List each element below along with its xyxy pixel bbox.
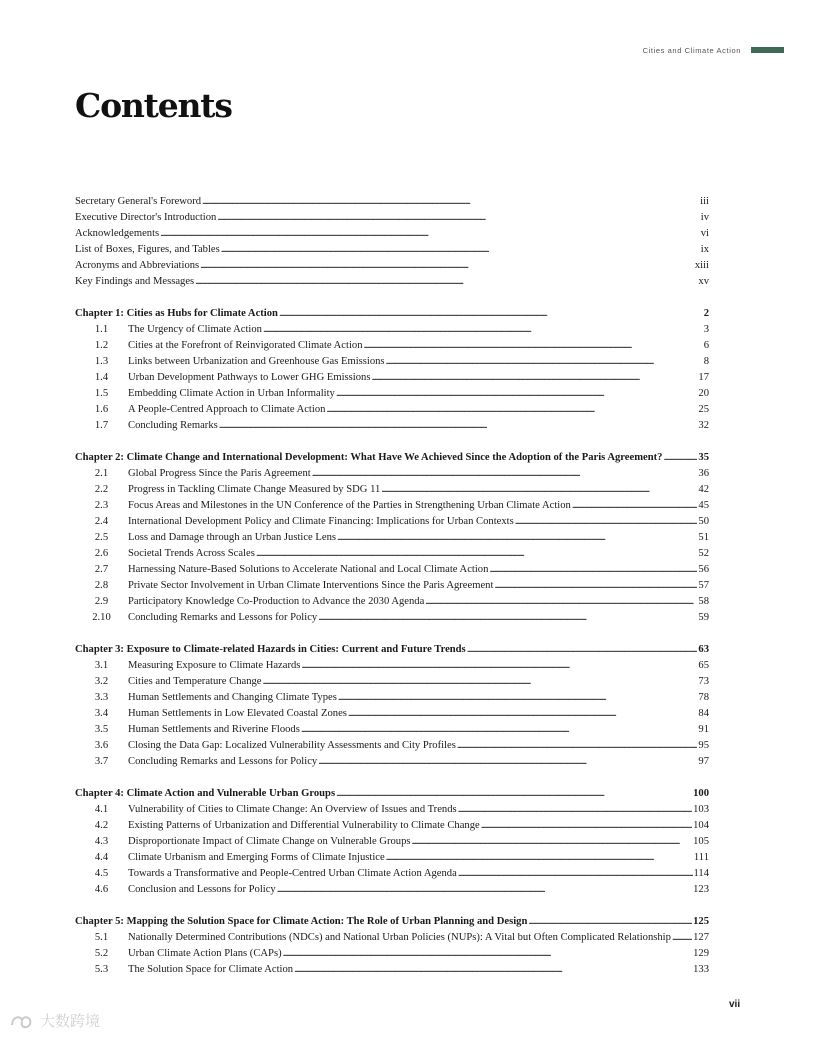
toc-section-number: 5.1 (94, 932, 109, 943)
toc-spacer (75, 434, 709, 450)
toc-section-number: 4.6 (94, 884, 109, 895)
toc-front-matter-entry[interactable] (75, 242, 709, 258)
toc-entry-label: Chapter 3: Exposure to Climate-related Hazards in Cities: Current and Future Trends (75, 644, 466, 655)
toc-page-number: 35 (698, 452, 709, 463)
toc-page-number: 56 (698, 564, 709, 575)
toc-section-number: 1.4 (94, 372, 109, 383)
toc-entry-label: Towards a Transformative and People-Centred Urban Climate Action Agenda (128, 868, 457, 879)
toc-section-number: 4.5 (94, 868, 109, 879)
toc-page-number: 97 (698, 756, 709, 767)
toc-section-entry[interactable] (75, 866, 709, 882)
toc-entry-label: Closing the Data Gap: Localized Vulnerability Assessments and City Profiles (128, 740, 456, 751)
toc-section-number: 1.6 (94, 404, 109, 415)
toc-section-number: 2.9 (94, 596, 109, 607)
toc-entry-label: Measuring Exposure to Climate Hazards (128, 660, 301, 671)
toc-dot-leader (338, 690, 698, 706)
toc-dot-leader (301, 722, 698, 738)
toc-section-number: 2.10 (92, 612, 111, 623)
toc-section-entry[interactable] (75, 322, 709, 338)
toc-dot-leader (494, 578, 697, 594)
toc-entry-label: Concluding Remarks and Lessons for Policy (128, 612, 318, 623)
toc-section-number: 5.3 (94, 964, 109, 975)
toc-dot-leader (572, 498, 698, 514)
toc-page-number: 123 (693, 884, 709, 895)
toc-section-entry[interactable] (75, 466, 709, 482)
toc-spacer (75, 626, 709, 642)
toc-entry-label: Progress in Tackling Climate Change Measured by SDG 11 (128, 484, 381, 495)
toc-front-matter-entry[interactable] (75, 274, 709, 290)
toc-page-number: 105 (693, 836, 709, 847)
toc-section-number: 3.3 (94, 692, 109, 703)
toc-dot-leader (364, 338, 703, 354)
toc-section-entry[interactable] (75, 946, 709, 962)
toc-section-number: 5.2 (94, 948, 109, 959)
toc-page-number: 114 (693, 868, 709, 879)
toc-section-entry[interactable] (75, 498, 709, 514)
toc-page-number: xv (698, 276, 709, 287)
toc-entry-label: Chapter 1: Cities as Hubs for Climate Action (75, 308, 278, 319)
toc-spacer (75, 290, 709, 306)
toc-dot-leader (301, 658, 697, 674)
toc-chapter-heading[interactable] (75, 914, 709, 930)
toc-section-entry[interactable] (75, 834, 709, 850)
toc-dot-leader (318, 610, 697, 626)
toc-section-number: 3.7 (94, 756, 109, 767)
toc-section-entry[interactable] (75, 962, 709, 978)
toc-page-number: 133 (693, 964, 709, 975)
toc-front-matter-entry[interactable] (75, 226, 709, 242)
toc-section-entry[interactable] (75, 850, 709, 866)
toc-entry-label: Urban Development Pathways to Lower GHG Emissions (128, 372, 371, 383)
toc-dot-leader (294, 962, 692, 978)
toc-entry-label: Loss and Damage through an Urban Justice Lens (128, 532, 336, 543)
toc-section-number: 2.2 (94, 484, 109, 495)
toc-entry-label: The Solution Space for Climate Action (128, 964, 294, 975)
toc-section-number: 1.3 (94, 356, 109, 367)
toc-section-number: 4.1 (94, 804, 109, 815)
toc-front-matter-entry[interactable] (75, 210, 709, 226)
toc-section-number: 3.4 (94, 708, 109, 719)
toc-section-entry[interactable] (75, 562, 709, 578)
toc-entry-label: Private Sector Involvement in Urban Climate Interventions Since the Paris Agreement (128, 580, 494, 591)
toc-dot-leader (263, 674, 698, 690)
toc-dot-leader (318, 754, 697, 770)
watermark-logo-icon (8, 1011, 36, 1031)
toc-section-number: 1.1 (94, 324, 109, 335)
toc-dot-leader (515, 514, 698, 530)
toc-page-number: 127 (693, 932, 709, 943)
toc-section-entry[interactable] (75, 418, 709, 434)
toc-dot-leader (336, 386, 698, 402)
toc-section-number: 2.4 (94, 516, 109, 527)
page-number: vii (729, 999, 741, 1010)
toc-dot-leader (425, 594, 697, 610)
toc-dot-leader (663, 450, 697, 466)
toc-dot-leader (467, 642, 698, 658)
toc-section-number: 4.2 (94, 820, 109, 831)
toc-page-number: 84 (698, 708, 709, 719)
toc-section-entry[interactable] (75, 754, 709, 770)
toc-dot-leader (381, 482, 697, 498)
toc-page-number: 20 (698, 388, 709, 399)
toc-entry-label: Global Progress Since the Paris Agreement (128, 468, 311, 479)
toc-dot-leader (386, 850, 693, 866)
toc-section-number: 1.2 (94, 340, 109, 351)
toc-dot-leader (217, 210, 699, 226)
toc-spacer (75, 770, 709, 786)
toc-dot-leader (195, 274, 697, 290)
toc-chapter-heading[interactable] (75, 786, 709, 802)
toc-entry-label: Cities at the Forefront of Reinvigorated Climate Action (128, 340, 363, 351)
toc-entry-label: Links between Urbanization and Greenhouse Gas Emissions (128, 356, 385, 367)
toc-entry-label: Human Settlements in Low Elevated Coastal Zones (128, 708, 347, 719)
toc-section-entry[interactable] (75, 802, 709, 818)
toc-dot-leader (219, 418, 698, 434)
toc-dot-leader (221, 242, 700, 258)
toc-entry-label: Conclusion and Lessons for Policy (128, 884, 276, 895)
toc-section-entry[interactable] (75, 578, 709, 594)
toc-entry-label: List of Boxes, Figures, and Tables (75, 244, 220, 255)
toc-page-number: 129 (693, 948, 709, 959)
toc-dot-leader (263, 322, 703, 338)
toc-front-matter-entry[interactable] (75, 258, 709, 274)
toc-page-number: 3 (703, 324, 709, 335)
toc-entry-label: Harnessing Nature-Based Solutions to Accelerate National and Local Climate Action (128, 564, 489, 575)
toc-page-number: 2 (703, 308, 709, 319)
toc-page-number: 73 (698, 676, 709, 687)
toc-page-number: 42 (698, 484, 709, 495)
toc-entry-label: Acronyms and Abbreviations (75, 260, 200, 271)
toc-entry-label: Focus Areas and Milestones in the UN Conference of the Parties in Strengthening Urban Climate Action (128, 500, 571, 511)
toc-page-number: 58 (698, 596, 709, 607)
toc-dot-leader (312, 466, 698, 482)
toc-page-number: 65 (698, 660, 709, 671)
toc-page-number: 59 (698, 612, 709, 623)
toc-entry-label: Secretary General's Foreword (75, 196, 202, 207)
toc-entry-label: Human Settlements and Changing Climate Types (128, 692, 337, 703)
toc-page-number: 25 (698, 404, 709, 415)
toc-section-number: 2.8 (94, 580, 109, 591)
toc-page-number: 103 (693, 804, 709, 815)
toc-entry-label: A People-Centred Approach to Climate Action (128, 404, 326, 415)
toc-entry-label: Acknowledgements (75, 228, 160, 239)
toc-section-entry[interactable] (75, 338, 709, 354)
toc-entry-label: Concluding Remarks (128, 420, 218, 431)
toc-section-entry[interactable] (75, 738, 709, 754)
running-header-label: Cities and Climate Action (642, 46, 741, 55)
toc-section-entry[interactable] (75, 882, 709, 898)
toc-page-number: vi (700, 228, 709, 239)
toc-page-number: ix (700, 244, 709, 255)
toc-entry-label: Chapter 4: Climate Action and Vulnerable Urban Groups (75, 788, 336, 799)
toc-entry-label: Urban Climate Action Plans (CAPs) (128, 948, 282, 959)
toc-entry-label: Vulnerability of Cities to Climate Change: An Overview of Issues and Trends (128, 804, 457, 815)
toc-dot-leader (202, 194, 699, 210)
toc-entry-label: Cities and Temperature Change (128, 676, 262, 687)
toc-page-number: 51 (698, 532, 709, 543)
toc-section-entry[interactable] (75, 930, 709, 946)
toc-section-entry[interactable] (75, 546, 709, 562)
toc-page-number: 91 (698, 724, 709, 735)
toc-section-number: 3.5 (94, 724, 109, 735)
toc-section-number: 3.1 (94, 660, 109, 671)
toc-dot-leader (256, 546, 698, 562)
toc-entry-label: Existing Patterns of Urbanization and Differential Vulnerability to Climate Change (128, 820, 480, 831)
toc-page-number: 100 (693, 788, 709, 799)
toc-page-number: 8 (703, 356, 709, 367)
toc-section-number: 1.5 (94, 388, 109, 399)
toc-page-number: 32 (698, 420, 709, 431)
toc-entry-label: Nationally Determined Contributions (NDCs) and National Urban Policies (NUPs): A Vital but Often Complicated Relationship (128, 932, 671, 943)
toc-section-number: 2.5 (94, 532, 109, 543)
toc-entry-label: Climate Urbanism and Emerging Forms of Climate Injustice (128, 852, 385, 863)
toc-dot-leader (457, 738, 698, 754)
toc-page-number: 50 (698, 516, 709, 527)
page-title: Contents (75, 86, 232, 125)
toc-section-entry[interactable] (75, 514, 709, 530)
toc-page-number: 52 (698, 548, 709, 559)
toc-page-number: 6 (703, 340, 709, 351)
toc-entry-label: Executive Director's Introduction (75, 212, 217, 223)
toc-dot-leader (283, 946, 693, 962)
toc-chapter-heading[interactable] (75, 450, 709, 466)
toc-section-entry[interactable] (75, 722, 709, 738)
toc-page-number: xiii (694, 260, 709, 271)
toc-section-entry[interactable] (75, 706, 709, 722)
toc-dot-leader (371, 370, 697, 386)
toc-section-entry[interactable] (75, 594, 709, 610)
toc-page-number: 104 (693, 820, 709, 831)
toc-chapter-heading[interactable] (75, 306, 709, 322)
toc-entry-label: Embedding Climate Action in Urban Informality (128, 388, 335, 399)
watermark-text: 大数跨境 (40, 1012, 101, 1030)
toc-section-number: 4.4 (94, 852, 109, 863)
toc-section-entry[interactable] (75, 354, 709, 370)
toc-page-number: 63 (698, 644, 709, 655)
toc-page-number: 36 (698, 468, 709, 479)
toc-section-entry[interactable] (75, 658, 709, 674)
toc-section-entry[interactable] (75, 690, 709, 706)
toc-entry-label: Chapter 5: Mapping the Solution Space for Climate Action: The Role of Urban Planning and Design (75, 916, 528, 927)
toc-section-number: 1.7 (94, 420, 109, 431)
toc-dot-leader (489, 562, 697, 578)
toc-section-entry[interactable] (75, 674, 709, 690)
toc-dot-leader (279, 306, 703, 322)
toc-dot-leader (481, 818, 692, 834)
toc-dot-leader (348, 706, 698, 722)
toc-section-entry[interactable] (75, 530, 709, 546)
toc-dot-leader (458, 802, 692, 818)
running-header-accent-bar (751, 47, 784, 53)
toc-section-number: 2.7 (94, 564, 109, 575)
toc-entry-label: International Development Policy and Climate Financing: Implications for Urban Contexts (128, 516, 514, 527)
toc-page-number: 125 (693, 916, 709, 927)
toc-entry-label: Human Settlements and Riverine Floods (128, 724, 300, 735)
toc-dot-leader (528, 914, 692, 930)
toc-section-entry[interactable] (75, 610, 709, 626)
toc-entry-label: Societal Trends Across Scales (128, 548, 255, 559)
toc-page-number: 57 (698, 580, 709, 591)
toc-dot-leader (386, 354, 703, 370)
toc-entry-label: Concluding Remarks and Lessons for Policy (128, 756, 318, 767)
toc-section-number: 2.3 (94, 500, 109, 511)
toc-page-number: 78 (698, 692, 709, 703)
toc-dot-leader (336, 786, 692, 802)
toc-section-entry[interactable] (75, 482, 709, 498)
toc-section-entry[interactable] (75, 402, 709, 418)
toc-section-entry[interactable] (75, 370, 709, 386)
toc-chapter-heading[interactable] (75, 642, 709, 658)
toc-section-number: 2.1 (94, 468, 109, 479)
toc-page-number: 111 (693, 852, 709, 863)
toc-page-number: 45 (698, 500, 709, 511)
toc-entry-label: Participatory Knowledge Co-Production to Advance the 2030 Agenda (128, 596, 425, 607)
toc-entry-label: Key Findings and Messages (75, 276, 195, 287)
toc-entry-label: Disproportionate Impact of Climate Change on Vulnerable Groups (128, 836, 411, 847)
toc-dot-leader (200, 258, 694, 274)
toc-page-number: 17 (698, 372, 709, 383)
toc-entry-label: Chapter 2: Climate Change and International Development: What Have We Achieved Since the Adoption of the Paris Agreement? (75, 452, 663, 463)
toc-dot-leader (411, 834, 692, 850)
toc-section-entry[interactable] (75, 386, 709, 402)
toc-dot-leader (326, 402, 697, 418)
toc-section-number: 2.6 (94, 548, 109, 559)
table-of-contents (75, 194, 709, 978)
toc-dot-leader (160, 226, 700, 242)
toc-section-entry[interactable] (75, 818, 709, 834)
toc-page-number: iii (700, 196, 709, 207)
toc-section-number: 4.3 (94, 836, 109, 847)
toc-dot-leader (458, 866, 693, 882)
toc-dot-leader (672, 930, 692, 946)
toc-page-number: iv (700, 212, 709, 223)
watermark (8, 1010, 100, 1031)
toc-spacer (75, 898, 709, 914)
toc-entry-label: The Urgency of Climate Action (128, 324, 262, 335)
toc-dot-leader (337, 530, 697, 546)
toc-page-number: 95 (698, 740, 709, 751)
toc-dot-leader (277, 882, 692, 898)
toc-section-number: 3.2 (94, 676, 109, 687)
toc-section-number: 3.6 (94, 740, 109, 751)
toc-front-matter-entry[interactable] (75, 194, 709, 210)
